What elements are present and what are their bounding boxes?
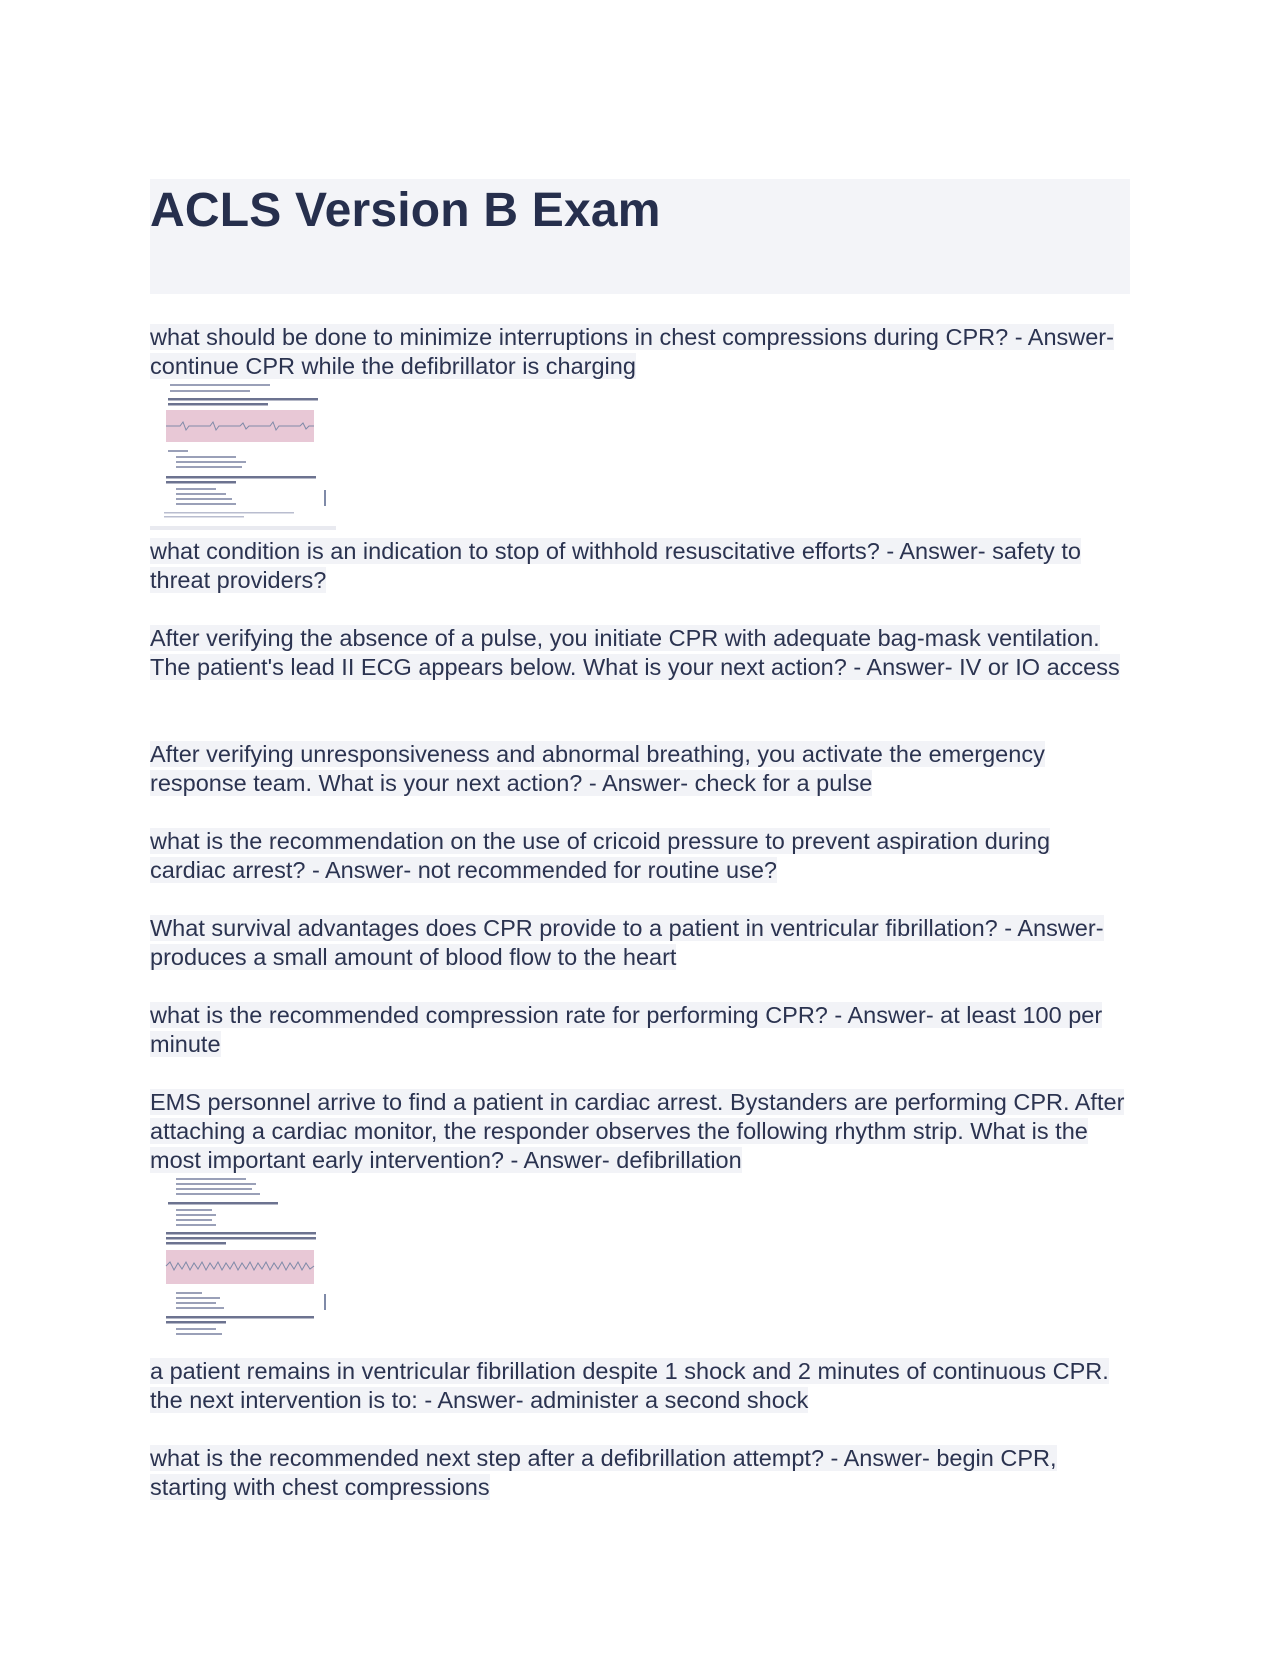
qa-text: What survival advantages does CPR provide to a patient in ventricular fibrillation? - Answer- produces a small amount of blood flow to the heart <box>150 915 1104 970</box>
qa-item-3 <box>150 624 1130 682</box>
document-title: ACLS Version B Exam <box>150 184 661 237</box>
qa-item-7 <box>150 1001 1130 1059</box>
qa-item-9 <box>150 1357 1130 1415</box>
qa-text: After verifying the absence of a pulse, you initiate CPR with adequate bag-mask ventilation. The patient's lead II ECG appears below. What is your next action? - Answer- IV or IO access <box>150 625 1120 680</box>
qa-text: what is the recommended next step after a defibrillation attempt? - Answer- begin CPR, starting with chest compressions <box>150 1445 1057 1500</box>
qa-text: what condition is an indication to stop of withhold resuscitative efforts? - Answer- safety to threat providers? <box>150 538 1081 593</box>
qa-item-10 <box>150 1444 1130 1502</box>
qa-text: EMS personnel arrive to find a patient in cardiac arrest. Bystanders are performing CPR. After attaching a cardiac monitor, the responder observes the following rhythm strip. What is the most important early intervention? - Answer- defibrillation <box>150 1089 1125 1173</box>
qa-item-6 <box>150 914 1130 972</box>
qa-text: what is the recommendation on the use of cricoid pressure to prevent aspiration during cardiac arrest? - Answer- not recommended for routine use? <box>150 828 1051 883</box>
qa-item-5 <box>150 827 1130 885</box>
ecg-thumbnail-image <box>150 382 340 532</box>
rhythm-strip-thumbnail-image <box>150 1178 340 1328</box>
qa-item-2 <box>150 537 1130 595</box>
qa-text: a patient remains in ventricular fibrillation despite 1 shock and 2 minutes of continuous CPR. the next intervention is to: - Answer- administer a second shock <box>150 1358 1109 1413</box>
qa-text: After verifying unresponsiveness and abnormal breathing, you activate the emergency response team. What is your next action? - Answer- check for a pulse <box>150 741 1045 796</box>
qa-item-8 <box>150 1088 1130 1175</box>
title-block <box>150 179 1130 294</box>
qa-text: what is the recommended compression rate for performing CPR? - Answer- at least 100 per minute <box>150 1002 1103 1057</box>
qa-text: what should be done to minimize interruptions in chest compressions during CPR? - Answer- continue CPR while the defibrillator is charging <box>150 324 1114 379</box>
qa-item-1 <box>150 323 1130 381</box>
qa-item-4 <box>150 740 1130 798</box>
